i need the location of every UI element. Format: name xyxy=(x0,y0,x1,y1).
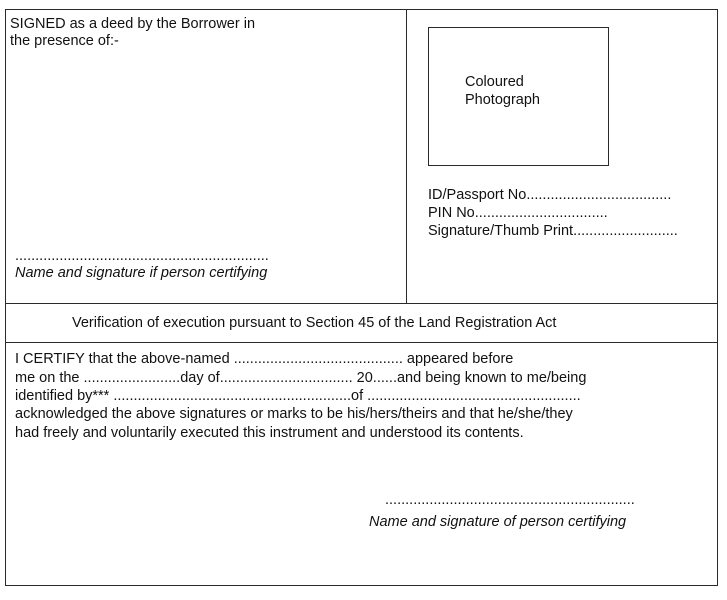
id-passport-field: ID/Passport No.................................... xyxy=(428,187,672,203)
signature-dots-line: ............................................................... xyxy=(15,248,269,264)
signature-thumb-field: Signature/Thumb Print.......................... xyxy=(428,223,678,239)
certifier-caption: Name and signature if person certifying xyxy=(15,265,268,281)
verification-bottom-rule xyxy=(5,342,718,343)
photo-label-line1: Coloured xyxy=(465,74,524,90)
certify-line-1: I CERTIFY that the above-named .......................................... appeared before xyxy=(15,351,514,367)
photo-label-line2: Photograph xyxy=(465,92,540,108)
certify-line-4: acknowledged the above signatures or marks to be his/hers/theirs and that he/she/they xyxy=(15,406,573,422)
signed-heading-line1: SIGNED as a deed by the Borrower in xyxy=(10,16,256,32)
verification-top-rule xyxy=(5,303,718,304)
top-section-divider xyxy=(406,9,407,303)
verification-title: Verification of execution pursuant to Section 45 of the Land Registration Act xyxy=(72,315,557,331)
certify-line-2: me on the ........................day of................................. 20......and being known to me/being xyxy=(15,370,587,386)
certify-line-3: identified by*** ...........................................................of ..................................................... xyxy=(15,388,581,404)
pin-field: PIN No................................. xyxy=(428,205,608,221)
certify-certifier-caption: Name and signature of person certifying xyxy=(369,514,627,530)
certify-line-5: had freely and voluntarily executed this instrument and understood its contents. xyxy=(15,425,524,441)
signed-heading-line2: the presence of:- xyxy=(10,33,119,49)
certify-signature-dots: .............................................................. xyxy=(385,492,635,508)
